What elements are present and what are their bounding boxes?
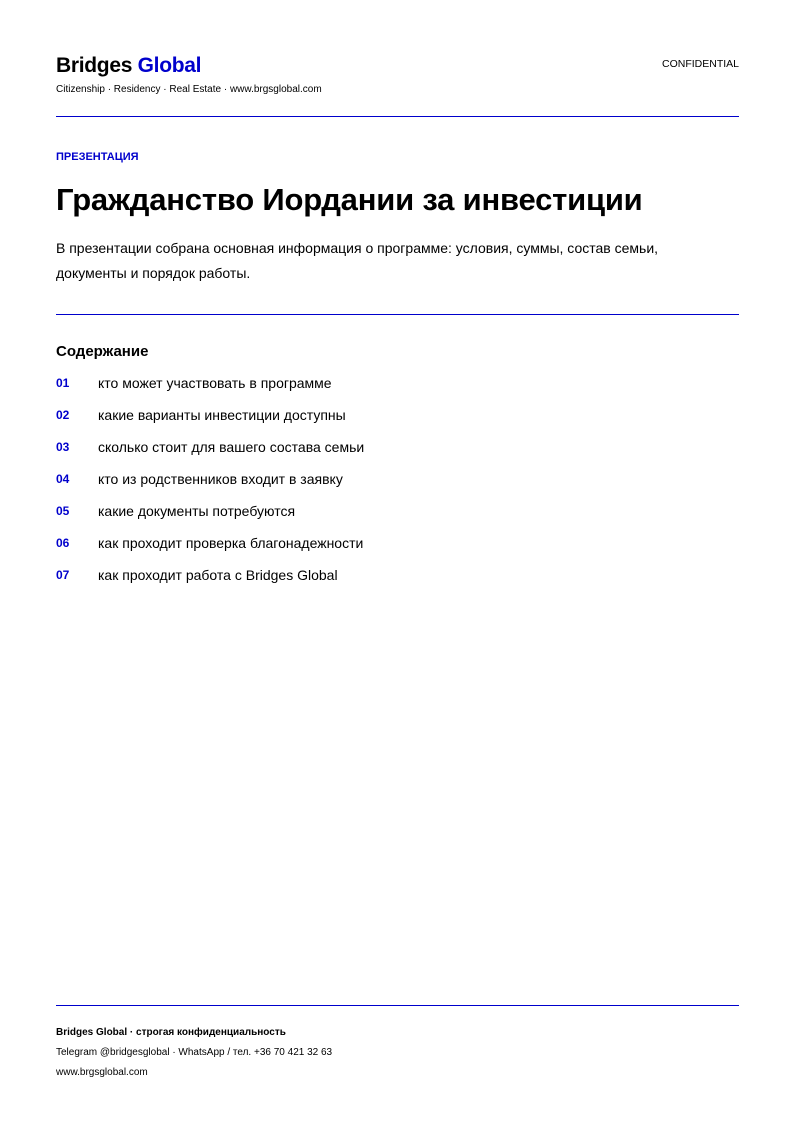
footer-divider [56, 1005, 739, 1006]
toc-heading: Содержание [56, 343, 149, 360]
page-footer [56, 1023, 739, 1083]
lead-paragraph: В презентации собрана основная информация о программе: условия, суммы, состав семьи, документы и порядок работы. [56, 240, 659, 281]
intro-divider [56, 314, 739, 315]
toc-item-text: сколько стоит для вашего состава семьи [98, 439, 365, 455]
toc-item [56, 407, 739, 439]
toc-item-number: 04 [56, 472, 70, 486]
toc-item [56, 567, 739, 599]
toc-item-number: 01 [56, 376, 70, 390]
toc-item-number: 02 [56, 408, 70, 422]
toc-item [56, 471, 739, 503]
brand-tagline: Citizenship · Residency · Real Estate · www.brgsglobal.com [56, 84, 322, 95]
section-kicker: ПРЕЗЕНТАЦИЯ [56, 151, 139, 163]
page-title: Гражданство Иордании за инвестиции [56, 182, 643, 217]
brand-name-accent: Global [137, 54, 202, 77]
toc-item-number: 06 [56, 536, 70, 550]
table-of-contents [56, 375, 739, 599]
brand-logo [56, 53, 739, 79]
toc-item [56, 375, 739, 407]
toc-item [56, 439, 739, 471]
page-header [56, 53, 739, 96]
document-page [56, 0, 739, 1123]
toc-item-number: 07 [56, 568, 70, 582]
brand-name-primary: Bridges [56, 54, 133, 77]
toc-item-text: какие документы потребуются [98, 503, 296, 519]
toc-item [56, 535, 739, 567]
header-divider [56, 116, 739, 117]
toc-item-text: кто из родственников входит в заявку [98, 471, 343, 487]
toc-item-text: кто может участвовать в программе [98, 375, 332, 391]
footer-website-line: www.brgsglobal.com [56, 1067, 148, 1078]
confidential-label: CONFIDENTIAL [661, 58, 739, 70]
footer-contacts-line: Telegram @bridgesglobal · WhatsApp / тел. +36 70 421 32 63 [56, 1047, 333, 1058]
toc-item-number: 03 [56, 440, 70, 454]
toc-item-text: как проходит работа с Bridges Global [98, 567, 338, 583]
toc-item [56, 503, 739, 535]
toc-item-text: как проходит проверка благонадежности [98, 535, 364, 551]
footer-company-line: Bridges Global · строгая конфиденциальность [56, 1027, 286, 1038]
toc-item-number: 05 [56, 504, 70, 518]
toc-item-text: какие варианты инвестиции доступны [98, 407, 346, 423]
